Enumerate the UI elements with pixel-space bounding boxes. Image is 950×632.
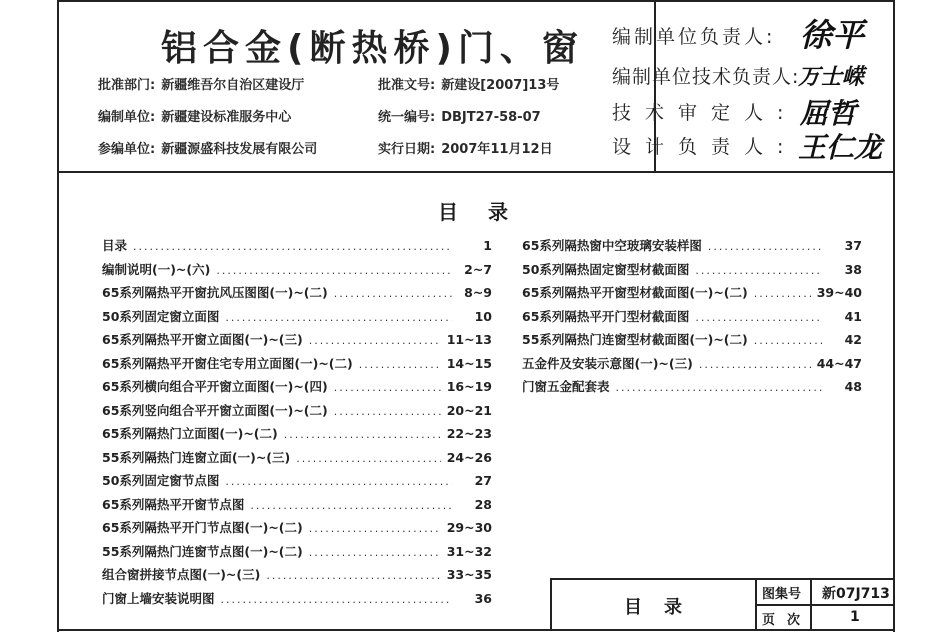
title-block xyxy=(550,578,893,629)
toc-entry xyxy=(102,565,492,589)
toc-entry-title: 五金件及安装示意图(一)~(三) xyxy=(522,355,693,371)
toc-leader-dots xyxy=(225,475,452,488)
toc-entry-title: 65系列横向组合平开窗立面图(一)~(四) xyxy=(102,379,328,394)
toc-entry xyxy=(522,354,862,378)
toc-entry xyxy=(102,354,492,378)
toc-entry xyxy=(522,377,862,401)
toc-entry-title: 65系列隔热窗中空玻璃安装样图 xyxy=(522,238,702,253)
toc-entry xyxy=(102,307,492,331)
toc-entry-title: 55系列隔热门连窗型材截面图(一)~(二) xyxy=(522,332,748,347)
toc-entry-page: 41 xyxy=(844,308,862,324)
compiling-unit: 编制单位: 新疆建设标准服务中心 xyxy=(98,110,292,125)
approval-department: 批准部门: 新疆维吾尔自治区建设厅 xyxy=(98,78,305,93)
toc-entry xyxy=(102,330,492,354)
toc-entry xyxy=(522,260,862,284)
toc-entry xyxy=(102,283,492,307)
toc-entry-title: 50系列隔热固定窗型材截面图 xyxy=(522,261,690,277)
toc-left-column xyxy=(102,236,492,612)
design-head-signature: 王仁龙 xyxy=(798,131,883,164)
toc-leader-dots xyxy=(133,240,452,253)
toc-leader-dots xyxy=(708,240,822,253)
toc-entry xyxy=(102,377,492,401)
participating-unit: 参编单位: 新疆源盛科技发展有限公司 xyxy=(98,142,318,157)
toc-leader-dots xyxy=(216,264,452,277)
toc-leader-dots xyxy=(334,381,441,394)
toc-entry xyxy=(522,307,862,331)
toc-entry-page: 31~32 xyxy=(446,543,492,559)
compiler-head-signature: 徐平 xyxy=(800,16,865,54)
toc-entry-title: 门窗上墙安装说明图 xyxy=(102,590,215,606)
toc-leader-dots xyxy=(266,569,440,582)
design-head-label: 设计负责人: xyxy=(612,136,798,158)
technical-head-label: 编制单位技术负责人: xyxy=(612,66,800,88)
toc-entry-title: 目录 xyxy=(102,238,128,253)
toc-entry-title: 65系列隔热平开窗节点图 xyxy=(102,496,245,512)
technical-head-signature: 万士嵘 xyxy=(798,64,865,90)
frame-right-line xyxy=(893,0,895,632)
toc-leader-dots xyxy=(616,381,822,394)
page-number-value: 1 xyxy=(850,609,860,625)
toc-leader-dots xyxy=(695,311,822,324)
toc-entry xyxy=(102,424,492,448)
toc-leader-dots xyxy=(359,358,441,371)
toc-entry-page: 10 xyxy=(474,308,492,324)
toc-right-column xyxy=(522,236,862,401)
toc-entry-page: 22~23 xyxy=(446,426,492,441)
toc-entry-page: 14~15 xyxy=(446,355,492,371)
toc-leader-dots xyxy=(334,287,452,300)
toc-entry-page: 33~35 xyxy=(446,567,492,582)
toc-entry-title: 65系列隔热平开窗抗风压图图(一)~(二) xyxy=(102,285,328,300)
toc-entry-title: 65系列竖向组合平开窗立面图(一)~(二) xyxy=(102,402,328,418)
toc-entry-title: 65系列隔热门立面图(一)~(二) xyxy=(102,426,278,441)
toc-entry xyxy=(102,495,492,519)
toc-leader-dots xyxy=(699,358,811,371)
toc-leader-dots xyxy=(309,334,441,347)
toc-entry-page: 44~47 xyxy=(816,355,862,371)
toc-heading: 目录 xyxy=(438,200,538,224)
toc-entry-page: 16~19 xyxy=(446,379,492,394)
toc-leader-dots xyxy=(309,546,441,559)
toc-entry-title: 65系列隔热平开门型材截面图 xyxy=(522,308,690,324)
atlas-title: 铝合金(断热桥)门、窗 xyxy=(161,28,584,69)
toc-leader-dots xyxy=(296,452,441,465)
toc-entry-page: 48 xyxy=(844,379,862,394)
toc-entry xyxy=(522,236,862,260)
toc-entry-page: 27 xyxy=(474,473,492,488)
page-number-label: 页次 xyxy=(762,613,813,628)
toc-entry-title: 门窗五金配套表 xyxy=(522,379,610,394)
toc-entry-page: 29~30 xyxy=(446,520,492,535)
toc-entry xyxy=(102,589,492,613)
toc-entry-page: 11~13 xyxy=(446,332,492,347)
toc-entry xyxy=(102,518,492,542)
frame-bottom-line xyxy=(57,629,895,631)
toc-entry-page: 42 xyxy=(844,332,862,347)
toc-entry xyxy=(102,471,492,495)
toc-entry-title: 65系列隔热平开门节点图(一)~(二) xyxy=(102,520,303,535)
compiler-head-label: 编制单位负责人: xyxy=(612,26,776,48)
toc-leader-dots xyxy=(754,334,822,347)
toc-entry-page: 39~40 xyxy=(816,285,862,300)
technical-reviewer-label: 技术审定人: xyxy=(612,102,798,124)
toc-entry-title: 55系列隔热门连窗立面(一)~(三) xyxy=(102,449,291,465)
toc-entry-page: 1 xyxy=(483,238,492,253)
toc-entry xyxy=(102,260,492,284)
toc-entry-page: 2~7 xyxy=(464,261,492,277)
toc-entry xyxy=(102,542,492,566)
toc-entry-page: 37 xyxy=(844,238,862,253)
toc-leader-dots xyxy=(334,405,441,418)
toc-entry xyxy=(102,401,492,425)
toc-entry xyxy=(102,448,492,472)
toc-entry-page: 20~21 xyxy=(446,402,492,418)
toc-entry-title: 50系列固定窗立面图 xyxy=(102,308,220,324)
toc-entry-title: 65系列隔热平开窗立面图(一)~(三) xyxy=(102,332,303,347)
toc-entry-page: 36 xyxy=(474,590,492,606)
toc-entry-page: 24~26 xyxy=(446,449,492,465)
toc-entry-title: 编制说明(一)~(六) xyxy=(102,261,211,277)
toc-entry-page: 38 xyxy=(844,261,862,277)
toc-leader-dots xyxy=(284,428,441,441)
toc-leader-dots xyxy=(754,287,811,300)
title-block-name: 目录 xyxy=(624,597,704,618)
toc-leader-dots xyxy=(309,522,441,535)
toc-leader-dots xyxy=(695,264,822,277)
toc-entry xyxy=(102,236,492,260)
toc-entry-title: 组合窗拼接节点图(一)~(三) xyxy=(102,567,261,582)
toc-entry-title: 65系列隔热平开窗住宅专用立面图(一)~(二) xyxy=(102,355,353,371)
toc-entry-title: 50系列固定窗节点图 xyxy=(102,473,220,488)
toc-entry-page: 28 xyxy=(474,496,492,512)
atlas-number-label: 图集号 xyxy=(762,587,802,602)
toc-leader-dots xyxy=(221,593,452,606)
toc-leader-dots xyxy=(250,499,452,512)
atlas-number-value: 新07J713 xyxy=(822,586,890,602)
toc-leader-dots xyxy=(225,311,452,324)
unified-number: 统一编号: DBJT27-58-07 xyxy=(378,110,541,125)
toc-entry xyxy=(522,283,862,307)
approval-document-number: 批准文号: 新建设[2007]13号 xyxy=(378,78,560,93)
technical-reviewer-signature: 屈哲 xyxy=(800,97,857,130)
toc-entry xyxy=(522,330,862,354)
effective-date: 实行日期: 2007年11月12日 xyxy=(378,142,553,157)
toc-entry-title: 55系列隔热门连窗节点图(一)~(二) xyxy=(102,543,303,559)
toc-entry-title: 65系列隔热平开窗型材截面图(一)~(二) xyxy=(522,285,748,300)
toc-entry-page: 8~9 xyxy=(464,285,492,300)
